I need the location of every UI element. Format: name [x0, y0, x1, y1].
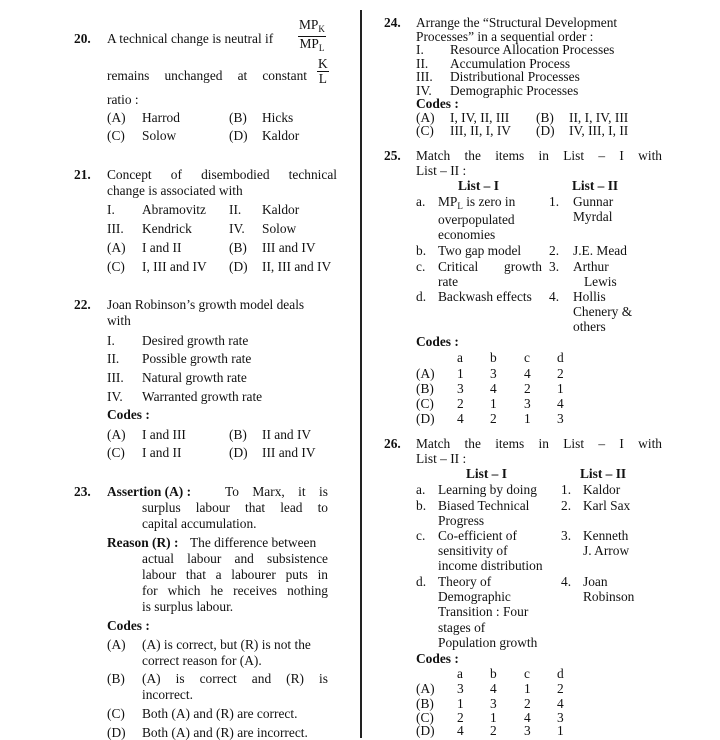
row-text: stages of — [438, 620, 486, 635]
option-text: II, I, IV, III — [569, 110, 629, 125]
code-cell: 4 — [457, 411, 464, 426]
option-label: (A) — [107, 240, 126, 255]
row-text: rate — [438, 274, 459, 289]
code-cell: 1 — [524, 411, 531, 426]
list-item-label: II. — [416, 56, 429, 71]
row-number: 1. — [549, 194, 560, 209]
row-match: Myrdal — [573, 209, 613, 224]
q24-number: 24. — [384, 15, 401, 30]
row-match: Chenery & — [573, 304, 633, 319]
list-item-text: Distributional Processes — [450, 69, 580, 84]
code-head: d — [557, 350, 564, 365]
list-item-label: IV. — [416, 83, 432, 98]
option-text: III and IV — [262, 445, 316, 460]
list-item-label: III. — [107, 370, 124, 385]
code-cell: 4 — [457, 723, 464, 738]
row-text: $MP_L$ is zero in — [438, 194, 516, 211]
code-cell: 2 — [524, 696, 531, 711]
q23-number: 23. — [74, 484, 91, 499]
q20-number: 20. — [74, 31, 91, 46]
option-text: correct reason for (A). — [142, 653, 262, 668]
code-cell: 3 — [457, 381, 464, 396]
list-item-text: Solow — [262, 221, 297, 236]
code-cell: 2 — [524, 381, 531, 396]
q21-stem-line2: change is associated with — [107, 183, 243, 198]
reason-line1: The difference between — [190, 535, 317, 550]
option-text: I and II — [142, 445, 182, 460]
row-match: J. Arrow — [583, 543, 630, 558]
option-text: Kaldor — [262, 128, 300, 143]
q25-stem-line1: Match the items in List – I with — [416, 148, 662, 163]
assertion-label: Assertion (A) : — [107, 484, 192, 499]
assertion-line3: capital accumulation. — [142, 516, 257, 531]
code-cell: 2 — [557, 366, 564, 381]
option-label: (C) — [416, 123, 434, 138]
row-match: Hollis — [573, 289, 606, 304]
q22-stem-line2: with — [107, 313, 131, 328]
list-item-label: I. — [107, 202, 115, 217]
q20-stem-line3: ratio : — [107, 92, 139, 107]
row-text: overpopulated — [438, 212, 515, 227]
row-label: c. — [416, 259, 426, 274]
q20-fraction-k-l: $\frac{K}{L}$ — [318, 56, 328, 86]
list-item-text: Possible growth rate — [142, 351, 252, 366]
code-cell: 3 — [490, 366, 497, 381]
code-row-label: (D) — [416, 411, 435, 426]
row-text: Backwash effects — [438, 289, 532, 304]
code-head: d — [557, 666, 564, 681]
code-cell: 3 — [490, 696, 497, 711]
option-text: Hicks — [262, 110, 294, 125]
code-head: a — [457, 666, 463, 681]
list2-heading: List – II — [580, 466, 627, 481]
list1-heading: List – I — [458, 178, 499, 193]
list-item-text: Kendrick — [142, 221, 192, 236]
row-text: Biased Technical — [438, 498, 530, 513]
code-cell: 3 — [524, 723, 531, 738]
option-text: Solow — [142, 128, 177, 143]
row-text: Critical growth — [438, 259, 542, 274]
list-item-label: IV. — [107, 389, 123, 404]
code-head: c — [524, 666, 530, 681]
row-match: Joan — [583, 574, 608, 589]
row-match: Kenneth — [583, 528, 629, 543]
row-label: d. — [416, 574, 427, 589]
option-label: (B) — [229, 240, 247, 255]
codes-heading: Codes : — [416, 96, 459, 111]
code-cell: 3 — [557, 710, 564, 725]
option-text: II, III and IV — [262, 259, 332, 274]
row-number: 4. — [561, 574, 572, 589]
row-text: Population growth — [438, 635, 538, 650]
option-text: Harrod — [142, 110, 180, 125]
list-item-label: I. — [416, 42, 424, 57]
q24-stem-line2: Processes” in a sequential order : — [416, 29, 594, 44]
option-label: (D) — [229, 128, 248, 143]
code-cell: 2 — [490, 723, 497, 738]
reason-line4: for which he receives nothing — [142, 583, 328, 598]
code-row-label: (A) — [416, 366, 435, 381]
code-cell: 4 — [524, 366, 531, 381]
code-row-label: (B) — [416, 381, 434, 396]
code-cell: 4 — [557, 696, 564, 711]
list-item-label: IV. — [229, 221, 245, 236]
row-match: Lewis — [584, 274, 617, 289]
code-cell: 2 — [557, 681, 564, 696]
row-text: income distribution — [438, 558, 543, 573]
row-text: Demographic — [438, 589, 511, 604]
row-number: 4. — [549, 289, 560, 304]
option-label: (B) — [536, 110, 554, 125]
list-item-text: Kaldor — [262, 202, 300, 217]
row-label: a. — [416, 194, 426, 209]
q25-number: 25. — [384, 148, 401, 163]
codes-heading: Codes : — [107, 618, 150, 633]
code-row-label: (C) — [416, 710, 434, 725]
row-number: 2. — [549, 243, 560, 258]
row-number: 1. — [561, 482, 572, 497]
code-head: a — [457, 350, 463, 365]
option-label: (C) — [107, 445, 125, 460]
option-text: I and II — [142, 240, 182, 255]
option-label: (A) — [107, 427, 126, 442]
code-cell: 1 — [490, 396, 497, 411]
q26-stem-line1: Match the items in List – I with — [416, 436, 662, 451]
row-match: Arthur — [573, 259, 609, 274]
codes-heading: Codes : — [416, 334, 459, 349]
reason-label: Reason (R) : — [107, 535, 179, 550]
code-cell: 4 — [490, 381, 497, 396]
option-label: (B) — [229, 110, 247, 125]
list-item-text: Natural growth rate — [142, 370, 247, 385]
list-item-text: Abramovitz — [142, 202, 206, 217]
code-cell: 2 — [457, 710, 464, 725]
code-cell: 3 — [524, 396, 531, 411]
code-row-label: (B) — [416, 696, 434, 711]
row-number: 3. — [549, 259, 560, 274]
option-label: (D) — [107, 725, 126, 740]
reason-line5: is surplus labour. — [142, 599, 234, 614]
option-text: incorrect. — [142, 687, 193, 702]
q25-stem-line2: List – II : — [416, 163, 467, 178]
list-item-label: III. — [416, 69, 433, 84]
q20-stem: A technical change is neutral if — [107, 31, 274, 46]
option-label: (A) — [107, 637, 126, 652]
reason-line3: labour that a labourer puts in — [142, 567, 328, 582]
code-cell: 4 — [557, 396, 564, 411]
row-match: Robinson — [583, 589, 635, 604]
list-item-text: Desired growth rate — [142, 333, 249, 348]
code-head: b — [490, 666, 497, 681]
row-match: Karl Sax — [583, 498, 631, 513]
list-item-text: Warranted growth rate — [142, 389, 263, 404]
q20-stem-line2: remains unchanged at constant — [107, 68, 307, 83]
q26-number: 26. — [384, 436, 401, 451]
row-text: Progress — [438, 513, 485, 528]
list-item-text: Demographic Processes — [450, 83, 579, 98]
list-item-label: III. — [107, 221, 124, 236]
row-label: c. — [416, 528, 426, 543]
row-text: economies — [438, 227, 496, 242]
list1-heading: List – I — [466, 466, 507, 481]
q22-stem-line1: Joan Robinson’s growth model deals — [107, 297, 305, 312]
row-number: 2. — [561, 498, 572, 513]
q24-stem-line1: Arrange the “Structural Development — [416, 15, 618, 30]
code-cell: 3 — [557, 411, 564, 426]
code-cell: 1 — [490, 710, 497, 725]
q21-stem-line1: Concept of disembodied technical — [107, 167, 337, 182]
code-cell: 1 — [457, 696, 464, 711]
option-text: I, IV, II, III — [450, 110, 510, 125]
row-text: Two gap model — [438, 243, 522, 258]
option-text: I, III and IV — [142, 259, 207, 274]
list-item-text: Resource Allocation Processes — [450, 42, 615, 57]
option-label: (B) — [229, 427, 247, 442]
row-text: Learning by doing — [438, 482, 537, 497]
option-text: IV, III, I, II — [569, 123, 629, 138]
row-label: b. — [416, 498, 427, 513]
code-row-label: (C) — [416, 396, 434, 411]
assertion-line2: surplus labour that lead to — [142, 500, 328, 515]
row-text: sensitivity of — [438, 543, 508, 558]
option-text: I and III — [142, 427, 186, 442]
option-text: (A) is correct, but (R) is not the — [142, 637, 311, 652]
option-label: (B) — [107, 671, 125, 686]
codes-heading: Codes : — [107, 407, 150, 422]
option-text: (A) is correct and (R) is — [142, 671, 328, 686]
option-text: II and IV — [262, 427, 312, 442]
code-row-label: (D) — [416, 723, 435, 738]
row-label: b. — [416, 243, 427, 258]
option-label: (A) — [416, 110, 435, 125]
list-item-label: II. — [229, 202, 242, 217]
option-label: (C) — [107, 259, 125, 274]
code-cell: 1 — [524, 681, 531, 696]
code-cell: 3 — [457, 681, 464, 696]
column-divider — [360, 10, 362, 738]
row-text: Transition : Four — [438, 604, 529, 619]
option-label: (A) — [107, 110, 126, 125]
code-cell: 2 — [457, 396, 464, 411]
q20-fraction-mpk-mpl: $MP_K$ $MP_L$ — [299, 17, 325, 53]
assertion-line1: To Marx, it is — [225, 484, 328, 499]
option-text: Both (A) and (R) are incorrect. — [142, 725, 308, 740]
option-text: III and IV — [262, 240, 316, 255]
q22-number: 22. — [74, 297, 91, 312]
list-item-text: Accumulation Process — [450, 56, 571, 71]
codes-heading: Codes : — [416, 651, 459, 666]
row-label: d. — [416, 289, 427, 304]
code-cell: 2 — [490, 411, 497, 426]
option-label: (C) — [107, 706, 125, 721]
code-cell: 4 — [524, 710, 531, 725]
list-item-label: I. — [107, 333, 115, 348]
code-cell: 1 — [557, 381, 564, 396]
option-label: (D) — [536, 123, 555, 138]
row-match: others — [573, 319, 606, 334]
option-text: Both (A) and (R) are correct. — [142, 706, 298, 721]
q21-number: 21. — [74, 167, 91, 182]
reason-line2: actual labour and subsistence — [142, 551, 328, 566]
row-match: J.E. Mead — [573, 243, 627, 258]
row-text: Co-efficient of — [438, 528, 517, 543]
row-match: Kaldor — [583, 482, 621, 497]
q26-stem-line2: List – II : — [416, 451, 467, 466]
row-number: 3. — [561, 528, 572, 543]
code-cell: 4 — [490, 681, 497, 696]
list-item-label: II. — [107, 351, 120, 366]
option-text: III, II, I, IV — [450, 123, 511, 138]
option-label: (D) — [229, 259, 248, 274]
code-row-label: (A) — [416, 681, 435, 696]
row-text: Theory of — [438, 574, 492, 589]
list2-heading: List – II — [572, 178, 619, 193]
code-head: b — [490, 350, 497, 365]
code-cell: 1 — [557, 723, 564, 738]
code-cell: 1 — [457, 366, 464, 381]
option-label: (C) — [107, 128, 125, 143]
code-head: c — [524, 350, 530, 365]
row-label: a. — [416, 482, 426, 497]
row-match: Gunnar — [573, 194, 614, 209]
option-label: (D) — [229, 445, 248, 460]
